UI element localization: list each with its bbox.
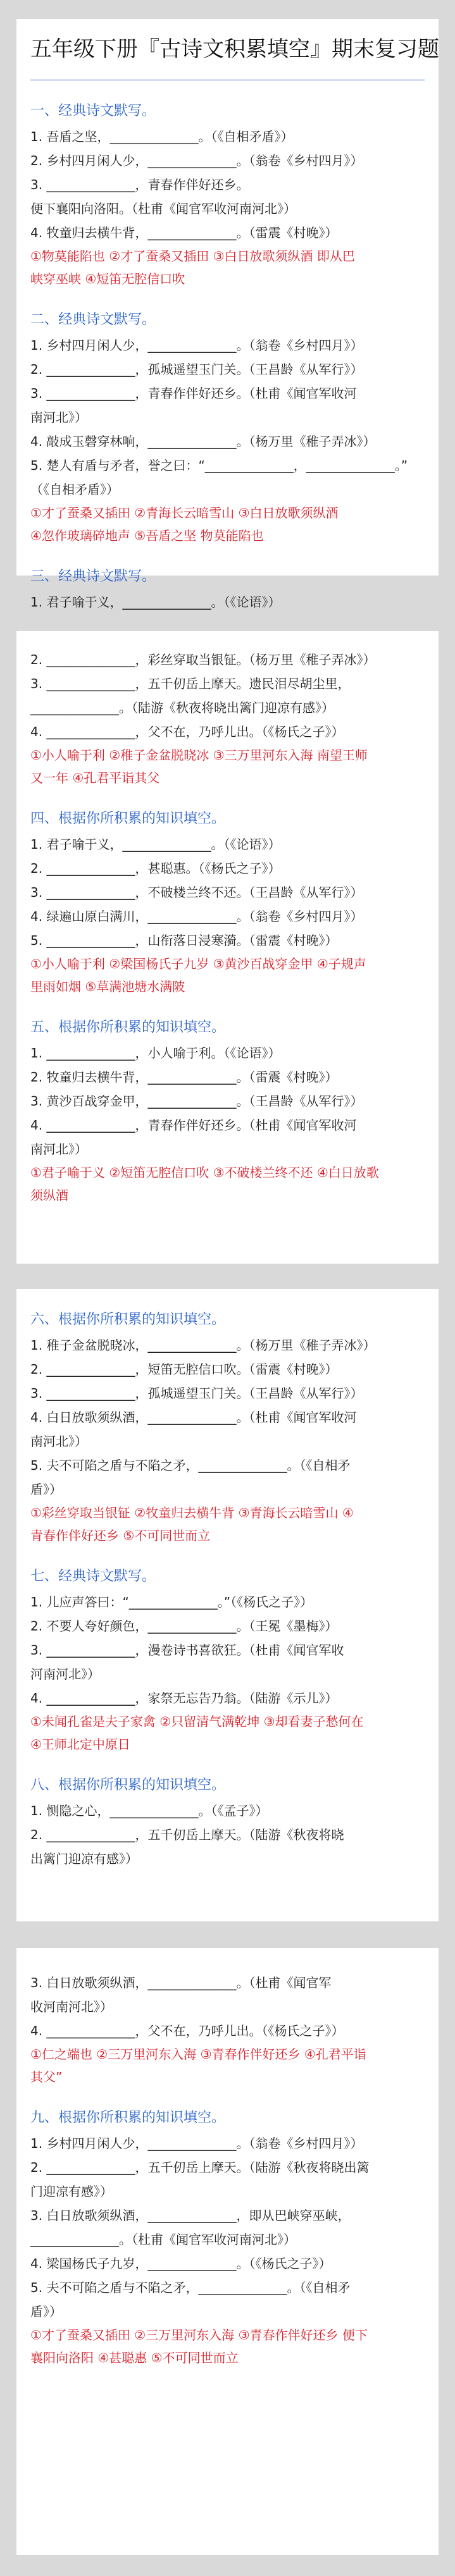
question-section xyxy=(30,648,425,789)
question-line: 2. 牧童归去横牛背，______________。（雷震《村晚》） xyxy=(30,1069,338,1085)
answer-line: 青春作伴好还乡 ⑤不可同世而立 xyxy=(30,1528,211,1543)
answer-line: ①彩丝穿取当银钲 ②牧童归去横牛背 ③青海长云暗雪山 ④ xyxy=(30,1505,354,1520)
answer-line: 峡穿巫峡 ④短笛无腔信口吹 xyxy=(30,271,185,287)
question-line: 南河北》） xyxy=(30,1434,87,1449)
answer-line: 里雨如烟 ⑤草满池塘水满陂 xyxy=(30,979,185,994)
question-line: 1. 吾盾之坚，______________。（《自相矛盾》） xyxy=(30,129,294,144)
question-line: 3. ______________，五千仞岳上摩天。遗民泪尽胡尘里， xyxy=(30,676,351,691)
answer-line: ①仁之端也 ②三万里河东入海 ③青春作伴好还乡 ④孔君平诣 xyxy=(30,2047,366,2062)
question-line: 盾》） xyxy=(30,2304,62,2319)
question-section xyxy=(30,1775,425,1871)
answer-line: 其父” xyxy=(30,2069,63,2085)
question-line: 3. 白日放歌须纵酒，______________，即从巴峡穿巫峡， xyxy=(30,2208,351,2223)
question-line: 1. 君子喻于义，______________。（《论语》） xyxy=(30,595,281,610)
question-line: 出篱门迎凉有感》） xyxy=(30,1851,138,1866)
question-section xyxy=(30,1017,425,1207)
answer-line: ①未闻孔雀是夫子家禽 ②只留清气满乾坤 ③却看妻子愁何在 xyxy=(30,1714,364,1729)
section-heading: 三、经典诗文默写。 xyxy=(30,569,156,584)
section-heading: 五、根据你所积累的知识填空。 xyxy=(30,1020,226,1035)
question-line: 4. ______________，家祭无忘告乃翁。（陆游《示儿》） xyxy=(30,1691,338,1706)
answer-line: ①君子喻于义 ②短笛无腔信口吹 ③不破楼兰终不还 ④白日放歌 xyxy=(30,1165,379,1180)
question-line: ______________。（杜甫《闻官军收河南河北》） xyxy=(30,2232,296,2247)
question-line: 2. ______________，孤城遥望玉门关。（王昌龄《从军行》） xyxy=(30,362,363,377)
question-section xyxy=(30,566,425,614)
question-line: 1. 乡村四月闲人少，______________。（翁卷《乡村四月》） xyxy=(30,2136,363,2151)
question-line: 4. ______________，青春作伴好还乡。（杜甫《闻官军收河 xyxy=(30,1118,357,1133)
question-line: 5. 楚人有盾与矛者，誉之曰：“______________，______________。” xyxy=(30,458,408,473)
answer-line: ①小人喻于利 ②稚子金盆脱晓冰 ③三万里河东入海 南望王师 xyxy=(30,748,368,763)
question-line: 3. ______________，不破楼兰终不还。（王昌龄《从军行》） xyxy=(30,885,363,900)
page-top-spacer xyxy=(30,1948,425,1971)
question-line: ______________。（陆游《秋夜将晓出篱门迎凉有感》） xyxy=(30,700,334,715)
worksheet-page-3[interactable] xyxy=(16,1289,439,1921)
worksheet-page-4[interactable] xyxy=(16,1948,439,2555)
question-line: （《自相矛盾》） xyxy=(30,482,119,497)
answer-line: ④忽作玻璃碎地声 ⑤吾盾之坚 物莫能陷也 xyxy=(30,528,264,543)
question-line: 1. 儿应声答曰：“______________。”（《杨氏之子》） xyxy=(30,1594,313,1610)
question-line: 1. ______________，小人喻于利。（《论语》） xyxy=(30,1045,281,1061)
page-top-spacer xyxy=(30,1289,425,1309)
question-line: 盾》） xyxy=(30,1482,62,1497)
question-line: 收河南河北》） xyxy=(30,1999,113,2014)
question-line: 2. ______________，五千仞岳上摩天。（陆游《秋夜将晓 xyxy=(30,1827,344,1842)
question-section xyxy=(30,2107,425,2369)
answer-line: ①小人喻于利 ②梁国杨氏子九岁 ③黄沙百战穿金甲 ④子规声 xyxy=(30,956,366,971)
worksheet-page-1[interactable] xyxy=(16,19,439,610)
question-line: 4. 敲成玉磬穿林响，______________。（杨万里《稚子弄冰》） xyxy=(30,434,376,449)
question-line: 5. ______________，山衔落日浸寒漪。（雷震《村晚》） xyxy=(30,933,338,948)
question-section xyxy=(30,309,425,547)
question-section xyxy=(30,1971,425,2088)
answer-line: 须纵酒 xyxy=(30,1188,68,1203)
answer-line: ①物莫能陷也 ②才了蚕桑又插田 ③白日放歌须纵酒 即从巴 xyxy=(30,249,355,264)
section-heading: 四、根据你所积累的知识填空。 xyxy=(30,811,226,827)
answer-line: 又一年 ④孔君平诣其父 xyxy=(30,770,160,786)
question-section xyxy=(30,808,425,998)
question-line: 5. 夫不可陷之盾与不陷之矛，______________。（《自相矛 xyxy=(30,2280,351,2295)
page-top-spacer xyxy=(30,631,425,648)
answer-line: ①才了蚕桑又插田 ②三万里河东入海 ③青春作伴好还乡 便下 xyxy=(30,2327,368,2343)
section-heading: 二、经典诗文默写。 xyxy=(30,312,156,328)
question-section xyxy=(30,1309,425,1547)
question-line: 3. ______________，漫卷诗书喜欲狂。（杜甫《闻官军收 xyxy=(30,1642,344,1658)
question-line: 1. 稚子金盆脱晓冰，______________。（杨万里《稚子弄冰》） xyxy=(30,1338,376,1353)
question-line: 1. 恻隐之心，______________。（《孟子》） xyxy=(30,1803,268,1818)
answer-line: ④王师北定中原日 xyxy=(30,1737,130,1752)
question-line: 南河北》） xyxy=(30,1142,87,1157)
worksheet-page-2[interactable] xyxy=(16,631,439,1264)
page-title: 五年级下册『古诗文积累填空』期末复习题 xyxy=(30,37,439,62)
question-line: 4. 牧童归去横牛背，______________。（雷震《村晚》） xyxy=(30,225,338,240)
question-line: 门迎凉有感》） xyxy=(30,2184,113,2199)
question-line: 5. 夫不可陷之盾与不陷之矛，______________。（《自相矛 xyxy=(30,1458,351,1473)
question-line: 1. 乡村四月闲人少，______________。（翁卷《乡村四月》） xyxy=(30,338,363,353)
question-line: 3. 白日放歌须纵酒，______________。（杜甫《闻官军 xyxy=(30,1975,332,1990)
question-line: 4. 绿遍山原白满川，______________。（翁卷《乡村四月》） xyxy=(30,909,363,924)
question-section xyxy=(30,1566,425,1756)
question-line: 4. 梁国杨氏子九岁，______________。（《杨氏之子》） xyxy=(30,2256,332,2271)
question-line: 3. 黄沙百战穿金甲，______________。（王昌龄《从军行》） xyxy=(30,1094,363,1109)
question-line: 2. 不要人夸好颜色，______________。（王冕《墨梅》） xyxy=(30,1618,338,1634)
section-heading: 八、根据你所积累的知识填空。 xyxy=(30,1777,226,1793)
question-line: 3. ______________，孤城遥望玉门关。（王昌龄《从军行》） xyxy=(30,1386,363,1401)
question-line: 2. ______________，五千仞岳上摩天。（陆游《秋夜将晓出篱 xyxy=(30,2160,370,2175)
question-line: 南河北》） xyxy=(30,410,87,425)
question-line: 3. ______________，青春作伴好还乡。 xyxy=(30,177,249,192)
question-line: 4. ______________，父不在，乃呼儿出。（《杨氏之子》） xyxy=(30,2023,344,2038)
section-heading: 七、经典诗文默写。 xyxy=(30,1568,156,1584)
question-line: 河南河北》） xyxy=(30,1667,100,1682)
section-heading: 九、根据你所积累的知识填空。 xyxy=(30,2110,226,2126)
question-section xyxy=(30,101,425,290)
question-line: 2. 乡村四月闲人少，______________。（翁卷《乡村四月》） xyxy=(30,153,363,168)
section-heading: 一、经典诗文默写。 xyxy=(30,103,156,119)
question-line: 3. ______________，青春作伴好还乡。（杜甫《闻官军收河 xyxy=(30,386,357,401)
question-line: 2. ______________，彩丝穿取当银钲。（杨万里《稚子弄冰》） xyxy=(30,652,376,667)
question-line: 2. ______________，短笛无腔信口吹。（雷震《村晚》） xyxy=(30,1362,338,1377)
answer-line: ①才了蚕桑又插田 ②青海长云暗雪山 ③白日放歌须纵酒 xyxy=(30,505,339,521)
question-line: 4. 白日放歌须纵酒，______________。（杜甫《闻官军收河 xyxy=(30,1410,357,1425)
question-line: 4. ______________，父不在，乃呼儿出。（《杨氏之子》） xyxy=(30,724,344,739)
question-line: 2. ______________，甚聪惠。（《杨氏之子》） xyxy=(30,861,281,876)
question-line: 1. 君子喻于义，______________。（《论语》） xyxy=(30,837,281,852)
section-heading: 六、根据你所积累的知识填空。 xyxy=(30,1312,226,1328)
question-line: 便下襄阳向洛阳。（杜甫《闻官军收河南河北》） xyxy=(30,201,296,216)
answer-line: 襄阳向洛阳 ④甚聪惠 ⑤不可同世而立 xyxy=(30,2350,239,2365)
